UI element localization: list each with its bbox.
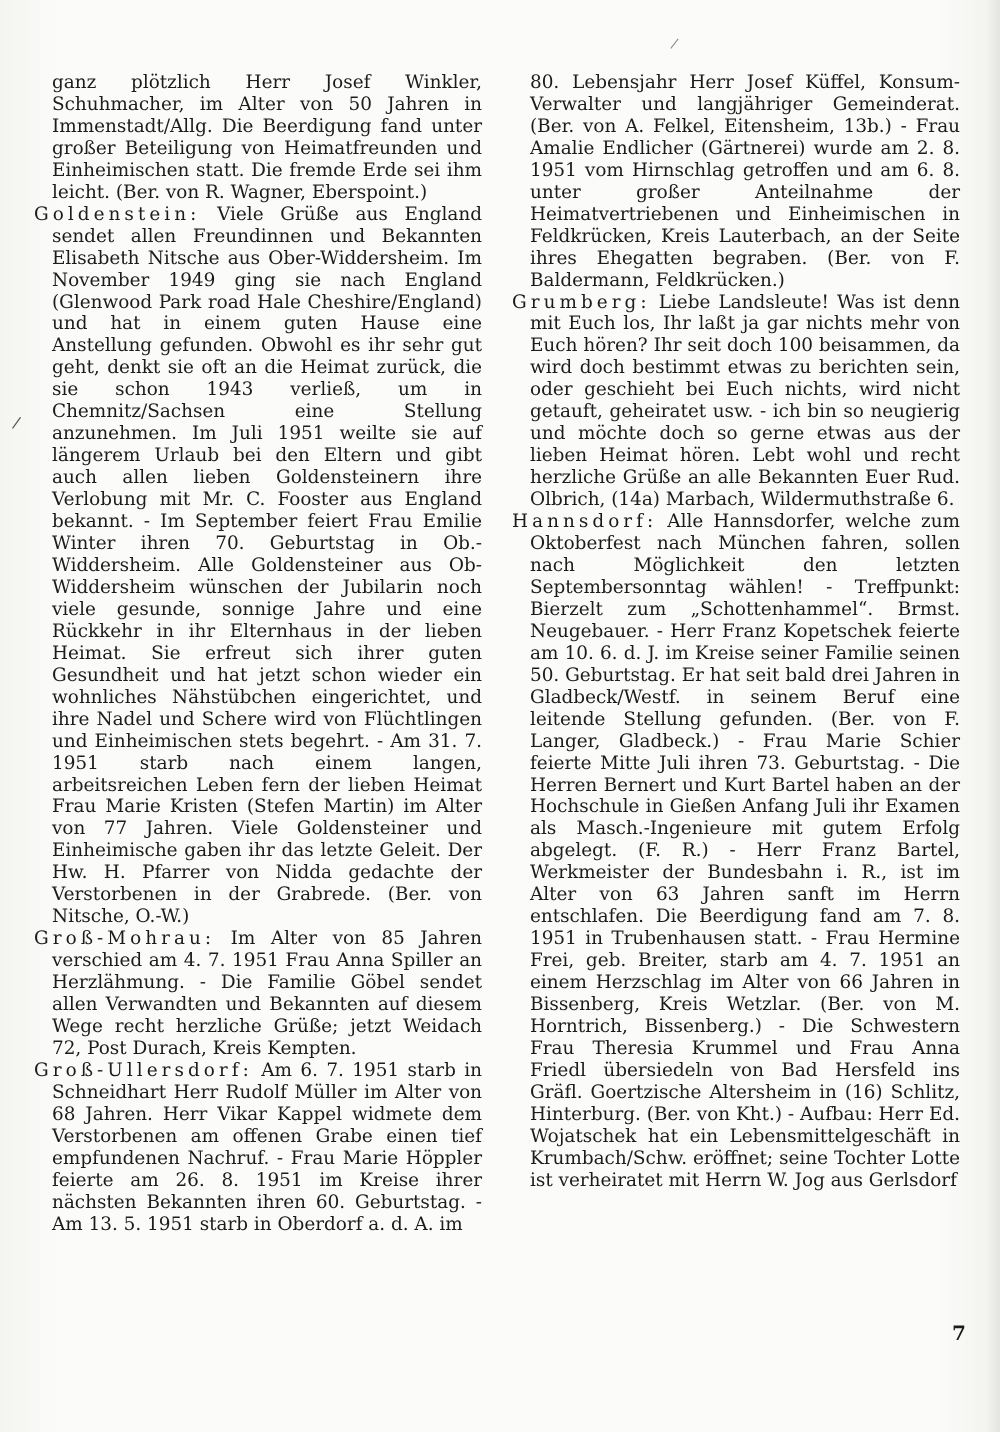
entry-grumberg	[512, 292, 960, 512]
entry-hannsdorf	[512, 511, 960, 1192]
entry-gross-mohrau	[34, 928, 482, 1060]
place-heading: Groß-Ullersdorf:	[34, 1059, 253, 1081]
page-number: 7	[952, 1321, 966, 1345]
place-heading: Groß-Mohrau:	[34, 928, 216, 950]
entry-goldenstein	[34, 204, 482, 928]
entry-text: Am 6. 7. 1951 starb in Schneidhart Herr Rudolf Müller im Alter von 68 Jahren. Herr Vikar Kappel widmete dem Verstorbenen am offenen Grabe einen tief empfundenen Nachruf. - Frau Marie Höppler feierte am 26. 8. 1951 im Kreise ihrer nächsten Bekannten ihren 60. Geburtstag. - Am 13. 5. 1951 starb in Oberdorf a. d. A. im	[52, 1059, 482, 1235]
entry-text: Alle Hannsdorfer, welche zum Oktoberfest nach München fahren, sollen nach Möglichkeit den letzten Septembersonntag wählen! - Treffpunkt: Bierzelt zum „Schottenhammel“. Brmst. Neugebauer. - Herr Franz Kopetschek feierte am 10. 6. d. J. im Kreise seiner Familie seinen 50. Geburtstag. Er hat seit bald drei Jahren in Gladbeck/Westf. in seinem Beruf eine leitende Stellung gefunden. (Ber. von F. Langer, Gladbeck.) - Frau Marie Schier feierte Mitte Juli ihren 73. Geburtstag. - Die Herren Bernert und Kurt Bartel haben an der Hochschule in Gießen Anfang Juli ihr Examen als Masch.-Ingenieure mit gutem Erfolg abgelegt. (F. R.) - Herr Franz Bartel, Werkmeister der Bundesbahn i. R., ist im Alter von 63 Jahren sanft im Herrn entschlafen. Die Beerdigung fand am 7. 8. 1951 in Trubenhausen statt. - Frau Hermine Frei, geb. Breiter, starb am 4. 7. 1951 an einem Herzschlag im Alter von 66 Jahren in Bissenberg, Kreis Wetzlar. (Ber. von M. Horntrich, Bissenberg.) - Die Schwestern Frau Theresia Krummel und Frau Anna Friedl übersiedeln von Bad Hersfeld ins Gräfl. Goertzische Altersheim in (16) Schlitz, Hinterburg. (Ber. von Kht.) - Aufbau: Herr Ed. Wojatschek hat ein Lebensmittelgeschäft in Krumbach/Schw. eröffnet; seine Tochter Lotte ist verheiratet mit Herrn W. Jog aus Gerlsdorf	[530, 511, 960, 1191]
place-heading: Goldenstein:	[34, 203, 201, 225]
entry-text: Viele Grüße aus England sendet allen Freundinnen und Bekannten Elisabeth Nitsche aus Ober-Widdersheim. Im November 1949 ging sie nach England (Glenwood Park road Hale Cheshire/England) und hat in einem guten Hause eine Anstellung gefunden. Obwohl es ihr sehr gut geht, denkt sie oft an die Heimat zurück, die sie schon 1943 verließ, um in Chemnitz/Sachsen eine Stellung anzunehmen. Im Juli 1951 weilte sie auf längerem Urlaub bei den Eltern und gibt auch allen lieben Goldensteinern ihre Verlobung mit Mr. C. Fooster aus England bekannt. - Im September feiert Frau Emilie Winter ihren 70. Geburtstag in Ob.-Widdersheim. Alle Goldensteiner aus Ob-Widdersheim wünschen der Jubilarin noch viele gesunde, sonnige Jahre und eine Rückkehr in ihr Elternhaus in der lieben Heimat. Sie erfreut sich ihrer guten Gesundheit und hat jetzt schon wieder ein wohnliches Nähstübchen eingerichtet, und ihre Nadel und Schere wird von Flüchtlingen und Einheimischen stets begehrt. - Am 31. 7. 1951 starb nach einem langen, arbeitsreichen Leben fern der lieben Heimat Frau Marie Kristen (Stefen Martin) im Alter von 77 Jahren. Viele Goldensteiner und Einheimische gaben ihr das letzte Geleit. Der Hw. H. Pfarrer von Nidda gedachte der Verstorbenen in der Grabrede. (Ber. von Nitsche, O.-W.)	[52, 203, 482, 928]
continuation-paragraph	[34, 72, 482, 204]
place-heading: Hannsdorf:	[512, 511, 658, 533]
paragraph-text: 80. Lebensjahr Herr Josef Küffel, Konsum-Verwalter und langjähriger Gemeinderat. (Ber. von A. Felkel, Eitensheim, 13b.) - Frau Amalie Endlicher (Gärtnerei) wurde am 2. 8. 1951 vom Hirnschlag getroffen und am 6. 8. unter großer Anteilnahme der Heimatvertriebenen und Einheimischen in Feldkrücken, Kreis Lauterbach, an der Seite ihres Ehegatten begraben. (Ber. von F. Baldermann, Feldkrücken.)	[530, 72, 960, 291]
right-column	[512, 72, 960, 1192]
pencil-mark: /	[669, 35, 680, 53]
paragraph-text: ganz plötzlich Herr Josef Winkler, Schuhmacher, im Alter von 50 Jahren in Immenstadt/Allg. Die Beerdigung fand unter großer Beteiligung von Heimatfreunden und Einheimischen statt. Die fremde Erde sei ihm leicht. (Ber. von R. Wagner, Eberspoint.)	[52, 72, 482, 203]
left-column	[34, 72, 482, 1236]
entry-text: Im Alter von 85 Jahren verschied am 4. 7. 1951 Frau Anna Spiller an Herzlähmung. - Die Familie Göbel sendet allen Verwandten und Bekannten auf diesem Wege recht herzliche Grüße; jetzt Weidach 72, Post Durach, Kreis Kempten.	[52, 928, 482, 1059]
entry-text: Liebe Landsleute! Was ist denn mit Euch los, Ihr laßt ja gar nichts mehr von Euch hören? Ihr seit doch 100 beisammen, da wird doch bestimmt etwas zu berichten sein, oder geschieht bei Euch nichts, wird nicht getauft, geheiratet usw. - ich bin so neugierig und möchte doch so gerne etwas aus der lieben Heimat hören. Lebt wohl und recht herzliche Grüße an alle Bekannten Euer Rud. Olbrich, (14a) Marbach, Wildermuthstraße 6.	[530, 291, 960, 511]
page-edge-shadow	[986, 0, 1000, 1432]
continuation-paragraph	[512, 72, 960, 292]
margin-mark: /	[11, 412, 23, 433]
entry-gross-ullersdorf	[34, 1060, 482, 1236]
place-heading: Grumberg:	[512, 291, 651, 313]
